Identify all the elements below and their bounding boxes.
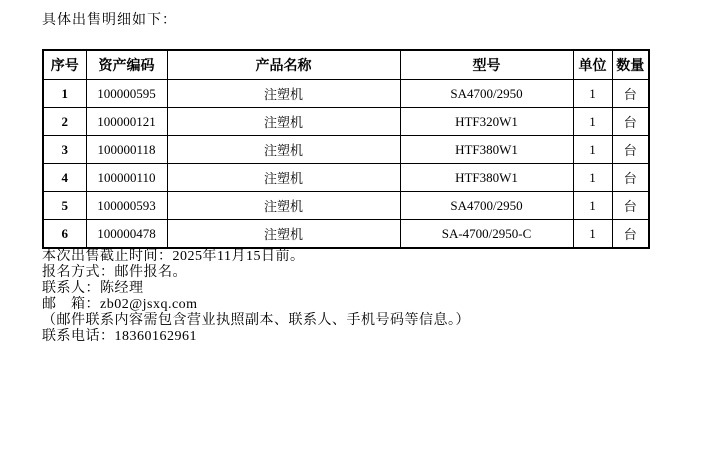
header-asset-code: 资产编码 <box>86 50 167 80</box>
cell-serial: 4 <box>43 164 86 192</box>
cell-model: SA4700/2950 <box>400 192 573 220</box>
contact-phone-text: 联系电话：18360162961 <box>42 329 197 344</box>
cell-quantity: 台 <box>612 136 649 164</box>
header-unit: 单位 <box>573 50 612 80</box>
cell-serial: 2 <box>43 108 86 136</box>
cell-serial: 1 <box>43 80 86 108</box>
intro-text: 具体出售明细如下： <box>42 13 177 28</box>
cell-product-name: 注塑机 <box>167 136 400 164</box>
cell-quantity: 台 <box>612 80 649 108</box>
table-row <box>43 108 649 136</box>
cell-quantity: 台 <box>612 108 649 136</box>
cell-unit: 1 <box>573 220 612 249</box>
cell-asset-code: 100000121 <box>86 108 167 136</box>
contact-email-text: 邮 箱：zb02@jsxq.com <box>42 297 198 312</box>
cell-unit: 1 <box>573 164 612 192</box>
header-model: 型号 <box>400 50 573 80</box>
cell-quantity: 台 <box>612 192 649 220</box>
cell-model: SA4700/2950 <box>400 80 573 108</box>
header-product-name: 产品名称 <box>167 50 400 80</box>
cell-product-name: 注塑机 <box>167 108 400 136</box>
table-row <box>43 80 649 108</box>
table-header-row <box>43 50 649 80</box>
cell-asset-code: 100000478 <box>86 220 167 249</box>
cell-asset-code: 100000593 <box>86 192 167 220</box>
table-row <box>43 220 649 249</box>
header-quantity: 数量 <box>612 50 649 80</box>
table-row <box>43 192 649 220</box>
asset-sale-table <box>42 49 650 249</box>
cell-product-name: 注塑机 <box>167 80 400 108</box>
cell-unit: 1 <box>573 108 612 136</box>
cell-quantity: 台 <box>612 220 649 249</box>
header-serial: 序号 <box>43 50 86 80</box>
cell-model: HTF320W1 <box>400 108 573 136</box>
cell-unit: 1 <box>573 136 612 164</box>
table-row <box>43 164 649 192</box>
signup-method-text: 报名方式：邮件报名。 <box>42 265 187 280</box>
cell-unit: 1 <box>573 192 612 220</box>
cell-serial: 5 <box>43 192 86 220</box>
cell-model: HTF380W1 <box>400 164 573 192</box>
cell-model: HTF380W1 <box>400 136 573 164</box>
cell-serial: 6 <box>43 220 86 249</box>
cell-product-name: 注塑机 <box>167 192 400 220</box>
cell-asset-code: 100000110 <box>86 164 167 192</box>
cell-asset-code: 100000118 <box>86 136 167 164</box>
cell-unit: 1 <box>573 80 612 108</box>
cell-quantity: 台 <box>612 164 649 192</box>
contact-person-text: 联系人：陈经理 <box>42 281 144 296</box>
sale-deadline-text: 本次出售截止时间：2025年11月15日前。 <box>42 249 305 264</box>
cell-product-name: 注塑机 <box>167 164 400 192</box>
footer-info <box>0 249 705 345</box>
table-row <box>43 136 649 164</box>
cell-asset-code: 100000595 <box>86 80 167 108</box>
cell-serial: 3 <box>43 136 86 164</box>
cell-model: SA-4700/2950-C <box>400 220 573 249</box>
email-requirements-note: （邮件联系内容需包含营业执照副本、联系人、手机号码等信息。） <box>42 313 470 328</box>
cell-product-name: 注塑机 <box>167 220 400 249</box>
